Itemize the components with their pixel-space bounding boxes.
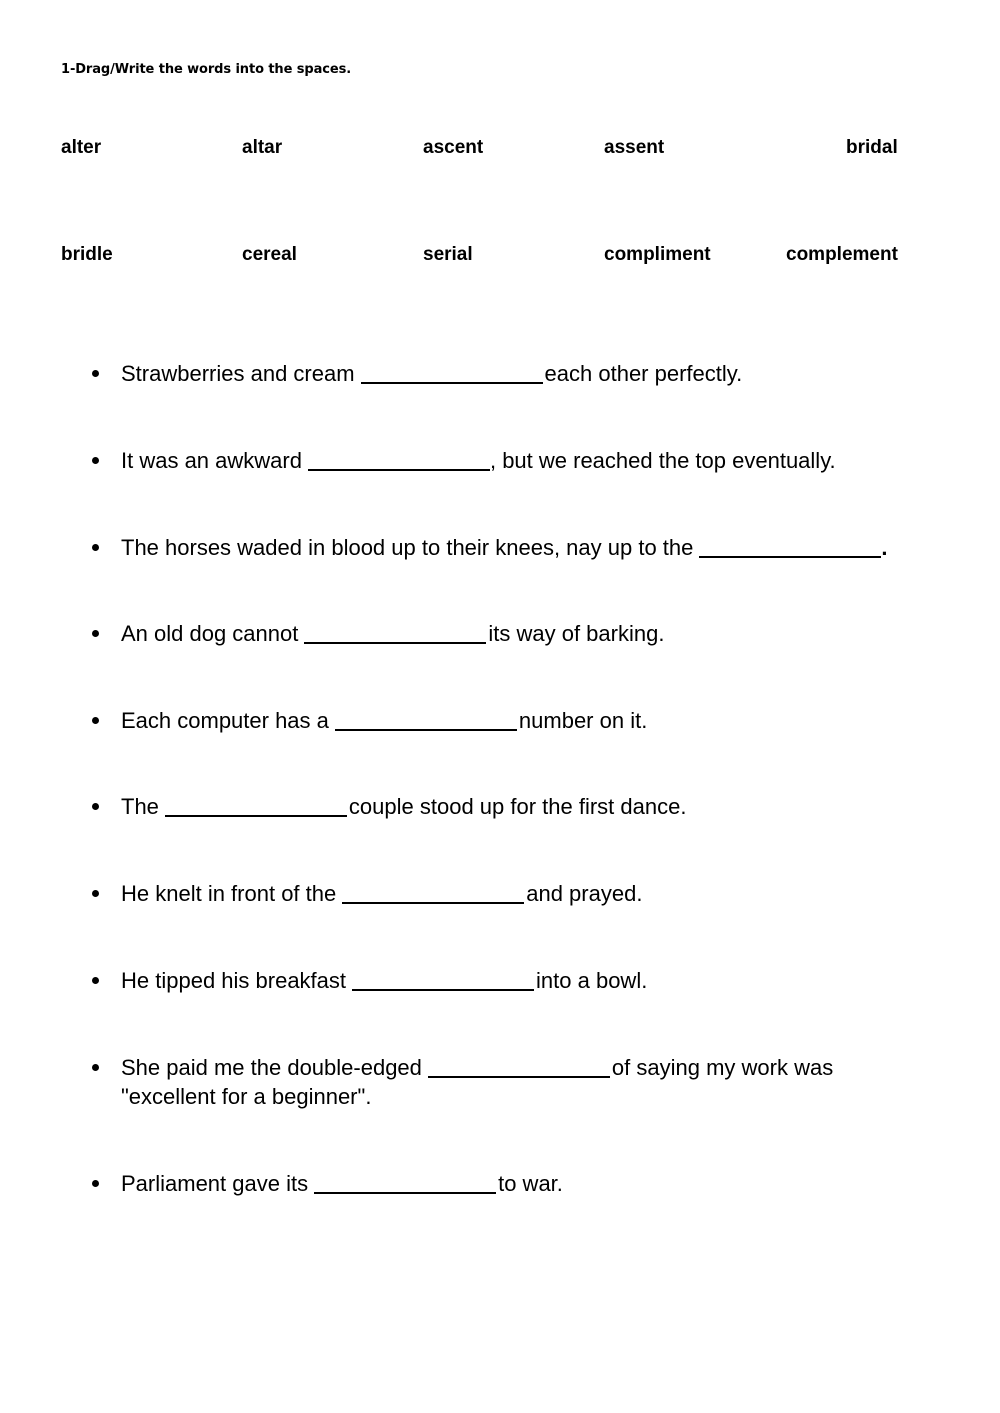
sentence-8 [121, 966, 951, 995]
sentence-text-after: , but we reached the top eventually. [489, 448, 836, 473]
sentence-text-after: number on it. [518, 708, 648, 733]
sentence-text-before: The horses waded in blood up to their knees, nay up to the [121, 535, 694, 560]
sentence-7 [121, 879, 951, 908]
sentence-text-after: into a bowl. [536, 968, 648, 993]
sentence-10 [121, 1169, 951, 1198]
sentence-text-after: and prayed. [526, 881, 643, 906]
sentence-text-before: Each computer has a [121, 708, 329, 733]
sentence-text-after: couple stood up for the first dance. [348, 794, 687, 819]
blank-2[interactable] [308, 447, 490, 471]
word-assent[interactable]: assent [604, 137, 665, 158]
sentence-text-after: to war. [498, 1171, 563, 1196]
sentence-3 [121, 533, 951, 562]
instruction-heading: 1-Drag/Write the words into the spaces. [61, 62, 352, 77]
word-complement[interactable]: complement [786, 244, 898, 265]
word-ascent[interactable]: ascent [423, 137, 484, 158]
blank-1[interactable] [361, 360, 543, 384]
blank-4[interactable] [304, 620, 486, 644]
word-compliment[interactable]: compliment [604, 244, 711, 265]
sentence-text-before: It was an awkward [121, 448, 302, 473]
sentence-5 [121, 706, 951, 735]
word-alter[interactable]: alter [61, 137, 102, 158]
sentence-text-before: The [121, 794, 159, 819]
blank-5[interactable] [335, 707, 517, 731]
sentence-text-after: . [881, 535, 888, 560]
sentence-text-before: She paid me the double-edged [121, 1055, 422, 1080]
word-bridle[interactable]: bridle [61, 244, 113, 265]
word-bridal[interactable]: bridal [846, 137, 898, 158]
blank-6[interactable] [165, 793, 347, 817]
blank-3[interactable] [699, 534, 881, 558]
sentence-text-line2: "excellent for a beginner". [121, 1084, 372, 1109]
sentence-text-before: Parliament gave its [121, 1171, 309, 1196]
sentence-9 [121, 1053, 951, 1111]
blank-7[interactable] [342, 880, 524, 904]
sentence-text-before: Strawberries and cream [121, 361, 355, 386]
blank-10[interactable] [314, 1170, 496, 1194]
sentence-4 [121, 619, 951, 648]
word-altar[interactable]: altar [242, 137, 283, 158]
sentence-text-before: An old dog cannot [121, 621, 299, 646]
sentence-2 [121, 446, 951, 475]
word-cereal[interactable]: cereal [242, 244, 297, 265]
sentence-text-before: He knelt in front of the [121, 881, 337, 906]
sentence-text-after: each other perfectly. [544, 361, 743, 386]
sentence-text-before: He tipped his breakfast [121, 968, 347, 993]
sentence-text-after: of saying my work was [611, 1055, 834, 1080]
blank-8[interactable] [352, 967, 534, 991]
sentence-6 [121, 792, 951, 821]
blank-9[interactable] [428, 1054, 610, 1078]
word-serial[interactable]: serial [423, 244, 473, 265]
sentence-text-after: its way of barking. [488, 621, 665, 646]
sentence-1 [121, 359, 951, 388]
